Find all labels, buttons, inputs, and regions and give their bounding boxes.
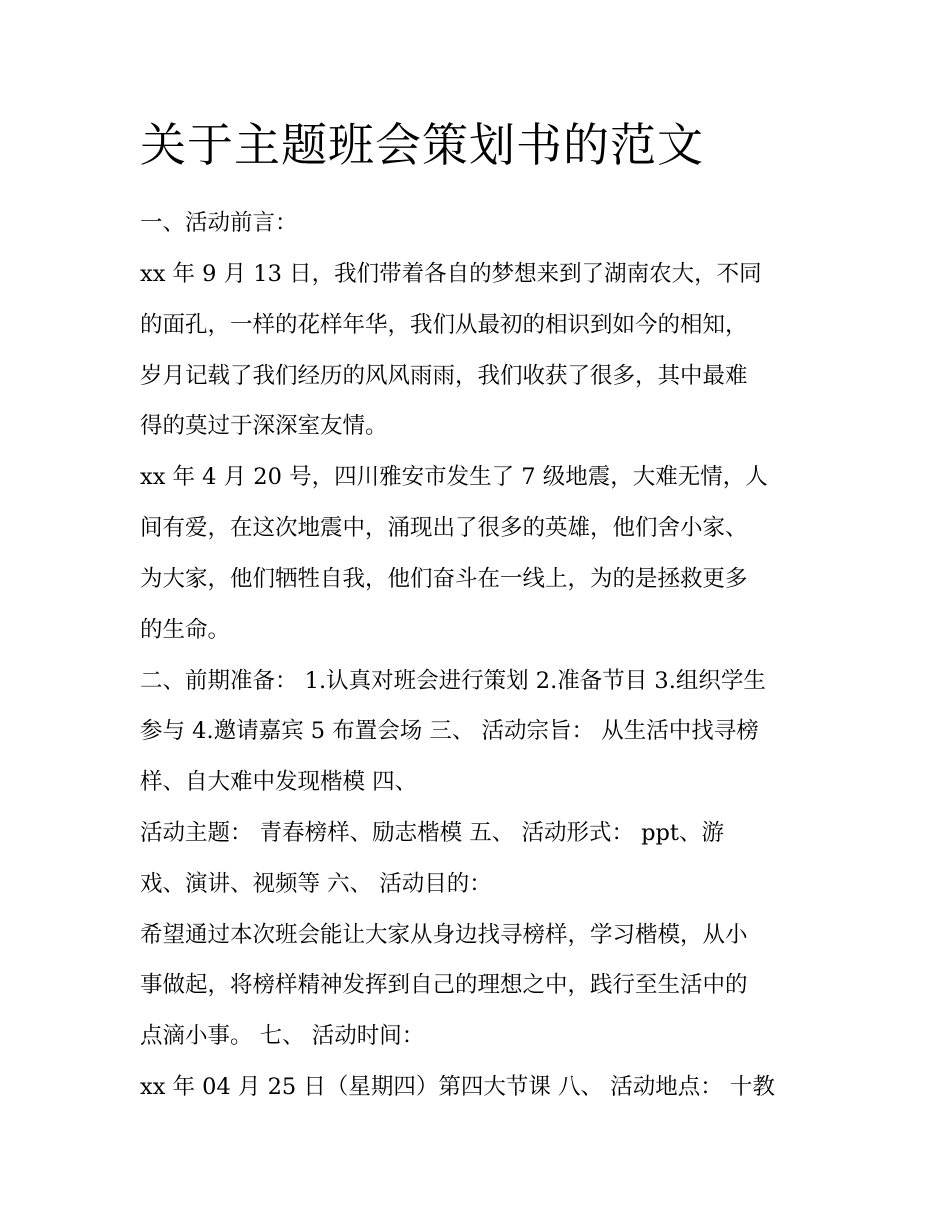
paragraph-line: xx 年 4 月 20 号，四川雅安市发生了 7 级地震，大难无情，人 [140, 464, 768, 490]
paragraph-line: 戏、演讲、视频等 六、 活动目的： [140, 871, 492, 897]
paragraph-line: 岁月记载了我们经历的风风雨雨，我们收获了很多，其中最难 [140, 363, 748, 389]
paragraph-line: xx 年 04 月 25 日（星期四）第四大节课 八、 活动地点： 十教 [140, 1074, 775, 1100]
paragraph-line: 的生命。 [140, 617, 231, 643]
paragraph-line: 样、自大难中发现楷模 四、 [140, 769, 418, 795]
paragraph-line: 二、前期准备： 1.认真对班会进行策划 2.准备节目 3.组织学生 [140, 668, 766, 694]
document-title: 关于主题班会策划书的范文 [140, 118, 704, 172]
paragraph-line: 得的莫过于深深室友情。 [140, 413, 388, 439]
paragraph-line: 参与 4.邀请嘉宾 5 布置会场 三、 活动宗旨： 从生活中找寻榜 [140, 718, 759, 744]
paragraph-line: 希望通过本次班会能让大家从身边找寻榜样，学习楷模，从小 [140, 922, 748, 948]
paragraph-line: 活动主题： 青春榜样、励志楷模 五、 活动形式： ppt、游 [140, 820, 724, 846]
paragraph-line: xx 年 9 月 13 日，我们带着各自的梦想来到了湖南农大，不同 [140, 261, 762, 287]
paragraph-line: 点滴小事。 七、 活动时间： [140, 1023, 425, 1049]
paragraph-line: 的面孔，一样的花样年华，我们从最初的相识到如今的相知， [140, 312, 748, 338]
section-heading-foreword: 一、活动前言： [140, 210, 298, 236]
paragraph-line: 事做起，将榜样精神发挥到自己的理想之中，践行至生活中的 [140, 972, 748, 998]
paragraph-line: 为大家，他们牺牲自我，他们奋斗在一线上，为的是拯救更多 [140, 566, 748, 592]
paragraph-line: 间有爱，在这次地震中，涌现出了很多的英雄，他们舍小家、 [140, 515, 748, 541]
